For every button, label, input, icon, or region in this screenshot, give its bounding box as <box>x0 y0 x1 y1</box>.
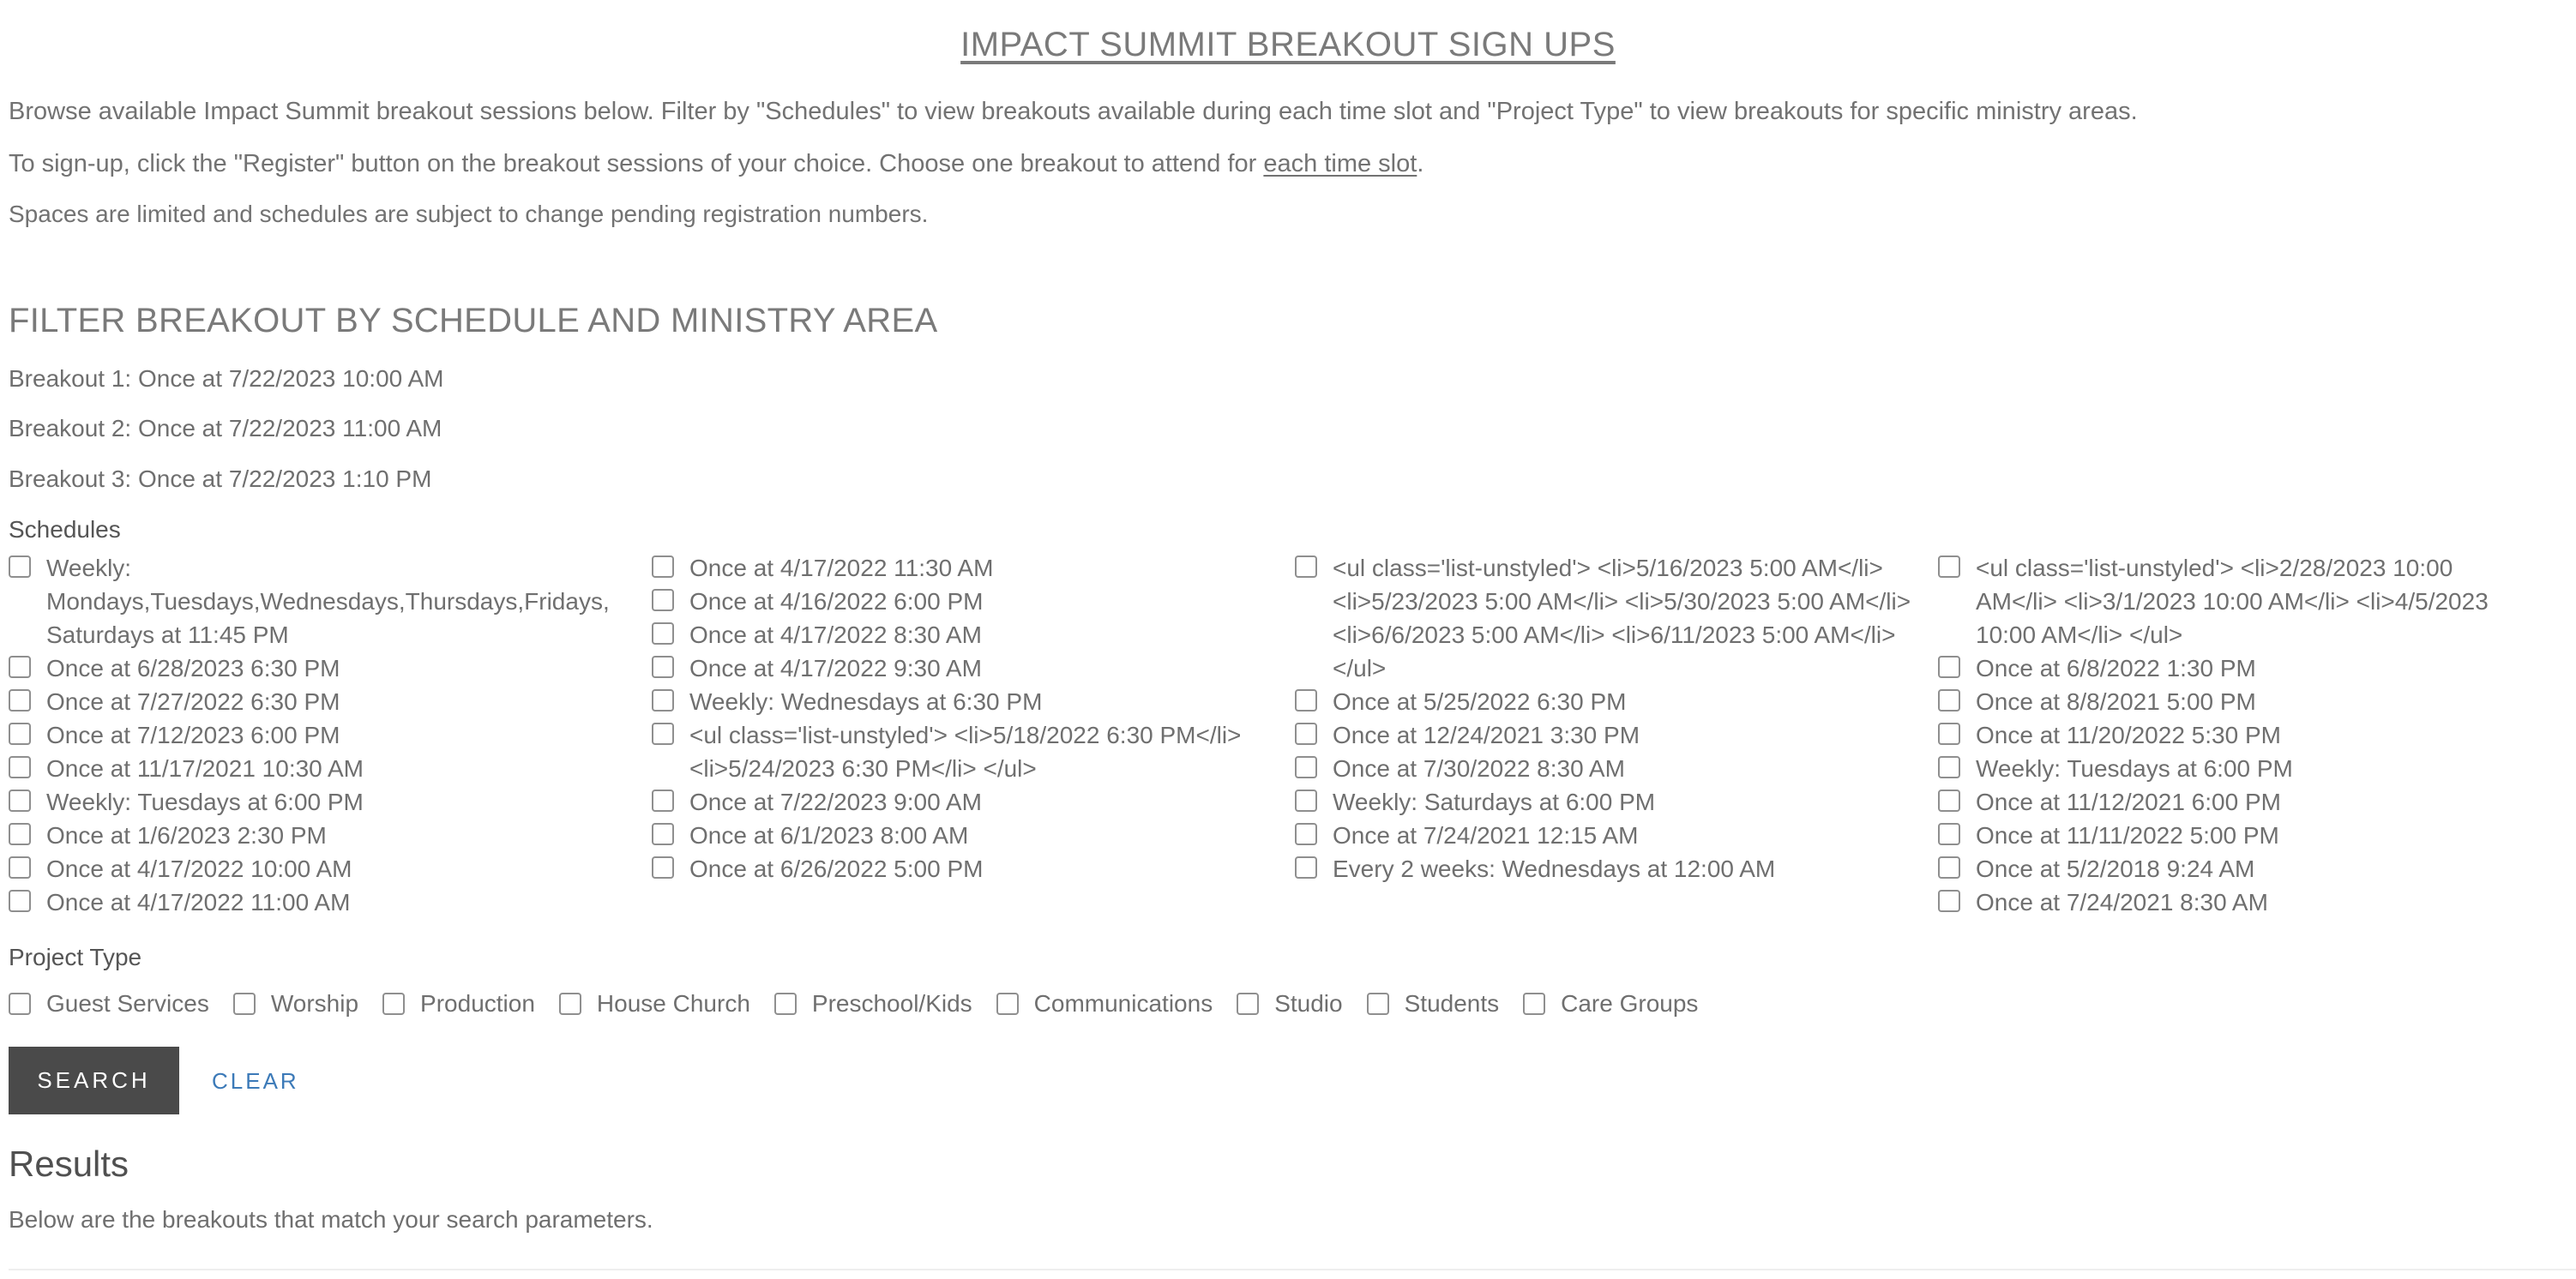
schedules-label: Schedules <box>9 516 121 543</box>
schedule-option[interactable] <box>1295 685 1938 718</box>
project-type-option[interactable] <box>382 990 535 1018</box>
schedule-option-label: Once at 4/17/2022 10:00 AM <box>46 856 352 882</box>
schedule-option-label: <ul class='list-unstyled'> <li>5/18/2022 6:30 PM</li> <li>5/24/2023 6:30 PM</li> </ul> <box>689 722 1242 782</box>
project-type-checkbox[interactable] <box>1367 993 1389 1015</box>
schedule-checkbox[interactable] <box>1938 656 1960 678</box>
project-type-label-text: Students <box>1404 990 1500 1017</box>
project-type-label: Project Type <box>9 944 142 970</box>
schedule-option-label: Once at 11/17/2021 10:30 AM <box>46 755 364 782</box>
intro-paragraph-limits: Spaces are limited and schedules are subject to change pending registration numbers. <box>9 201 929 227</box>
schedule-option[interactable] <box>9 852 652 886</box>
schedule-checkbox[interactable] <box>1295 756 1317 778</box>
schedule-checkbox[interactable] <box>652 589 674 611</box>
schedule-checkbox[interactable] <box>9 555 31 578</box>
schedule-option[interactable] <box>1938 752 2547 785</box>
breakout-2-time: Breakout 2: Once at 7/22/2023 11:00 AM <box>9 415 442 441</box>
schedule-checkbox[interactable] <box>1938 555 1960 578</box>
schedule-checkbox[interactable] <box>652 622 674 645</box>
project-type-option[interactable] <box>996 990 1213 1018</box>
project-type-option[interactable] <box>1523 990 1698 1018</box>
project-type-checkbox[interactable] <box>1237 993 1259 1015</box>
schedule-option[interactable] <box>1938 785 2547 819</box>
signup-period: . <box>1417 150 1424 177</box>
schedule-option[interactable] <box>9 652 652 685</box>
schedule-option-label: Once at 6/1/2023 8:00 AM <box>689 822 969 849</box>
project-type-label-text: Studio <box>1274 990 1343 1017</box>
schedule-checkbox[interactable] <box>652 823 674 845</box>
schedule-option-label: Once at 4/17/2022 8:30 AM <box>689 621 982 648</box>
signup-text: To sign-up, click the "Register" button on the breakout sessions of your choice. Choose one breakout to attend for <box>9 150 1264 177</box>
schedule-checkbox[interactable] <box>1295 856 1317 879</box>
schedule-checkbox[interactable] <box>1938 689 1960 712</box>
schedule-option-label: Once at 7/30/2022 8:30 AM <box>1333 755 1625 782</box>
schedule-option[interactable] <box>652 718 1295 785</box>
schedule-option-label: Weekly: Saturdays at 6:00 PM <box>1333 789 1656 815</box>
schedule-option[interactable] <box>652 685 1295 718</box>
project-type-label-text: Worship <box>270 990 359 1017</box>
project-type-label-text: Preschool/Kids <box>811 990 972 1017</box>
schedule-option[interactable] <box>9 551 652 652</box>
project-type-option[interactable] <box>774 990 972 1018</box>
schedule-option[interactable] <box>9 752 652 785</box>
schedule-option[interactable] <box>9 886 652 919</box>
schedule-option-label: Once at 5/25/2022 6:30 PM <box>1333 688 1627 715</box>
schedule-option-label: Once at 11/11/2022 5:00 PM <box>1976 822 2279 849</box>
schedule-option[interactable] <box>9 685 652 718</box>
page-title: IMPACT SUMMIT BREAKOUT SIGN UPS <box>960 26 1616 63</box>
schedule-option[interactable] <box>652 819 1295 852</box>
schedule-option-label: Once at 11/20/2022 5:30 PM <box>1976 722 2281 748</box>
schedule-checkbox[interactable] <box>1295 823 1317 845</box>
schedule-checkbox[interactable] <box>9 756 31 778</box>
schedule-option[interactable] <box>1938 652 2547 685</box>
project-type-option[interactable] <box>9 990 209 1018</box>
schedule-option[interactable] <box>1295 819 1938 852</box>
schedule-checkbox[interactable] <box>1938 890 1960 912</box>
schedule-option[interactable] <box>652 785 1295 819</box>
breakout-1-time: Breakout 1: Once at 7/22/2023 10:00 AM <box>9 365 444 392</box>
schedule-checkbox[interactable] <box>9 823 31 845</box>
schedule-checkbox[interactable] <box>652 555 674 578</box>
project-type-checkbox-row <box>9 990 1722 1018</box>
schedule-option[interactable] <box>1938 551 2547 652</box>
schedule-option-label: Once at 7/12/2023 6:00 PM <box>46 722 340 748</box>
schedule-option-label: Once at 4/16/2022 6:00 PM <box>689 588 984 615</box>
schedule-checkbox[interactable] <box>1295 723 1317 745</box>
project-type-checkbox[interactable] <box>1523 993 1545 1015</box>
schedule-checkbox[interactable] <box>652 689 674 712</box>
schedule-option[interactable] <box>1938 819 2547 852</box>
schedule-checkbox[interactable] <box>652 856 674 879</box>
breakout-3-time: Breakout 3: Once at 7/22/2023 1:10 PM <box>9 465 432 492</box>
schedule-checkbox[interactable] <box>1938 823 1960 845</box>
schedule-option[interactable] <box>1295 752 1938 785</box>
schedule-checkbox[interactable] <box>9 856 31 879</box>
schedule-option-label: Once at 6/28/2023 6:30 PM <box>46 655 340 682</box>
schedule-column <box>9 551 652 919</box>
clear-link[interactable]: CLEAR <box>212 1068 299 1094</box>
results-divider <box>9 1269 2576 1270</box>
schedule-checkbox[interactable] <box>1938 790 1960 812</box>
schedule-option[interactable] <box>1938 852 2547 886</box>
schedule-option[interactable] <box>1295 551 1938 685</box>
schedule-option[interactable] <box>1938 718 2547 752</box>
schedule-checkbox[interactable] <box>1295 689 1317 712</box>
schedule-option[interactable] <box>652 551 1295 585</box>
schedule-option[interactable] <box>652 585 1295 618</box>
schedule-checkbox[interactable] <box>9 790 31 812</box>
results-description: Below are the breakouts that match your search parameters. <box>9 1206 653 1233</box>
schedule-option-label: Once at 7/27/2022 6:30 PM <box>46 688 340 715</box>
schedule-option[interactable] <box>1295 718 1938 752</box>
schedule-checkbox[interactable] <box>1938 723 1960 745</box>
project-type-option[interactable] <box>233 990 358 1018</box>
schedule-checkbox[interactable] <box>9 890 31 912</box>
schedule-checkbox[interactable] <box>9 723 31 745</box>
project-type-checkbox[interactable] <box>9 993 31 1015</box>
schedule-option-label: Once at 7/24/2021 8:30 AM <box>1976 889 2268 916</box>
schedule-option[interactable] <box>1295 785 1938 819</box>
schedule-option[interactable] <box>9 718 652 752</box>
schedule-option-label: Once at 12/24/2021 3:30 PM <box>1333 722 1640 748</box>
project-type-label-text: Guest Services <box>46 990 209 1017</box>
project-type-label-text: Communications <box>1033 990 1213 1017</box>
project-type-checkbox[interactable] <box>774 993 797 1015</box>
schedule-option[interactable] <box>652 852 1295 886</box>
schedule-option-label: Every 2 weeks: Wednesdays at 12:00 AM <box>1333 856 1776 882</box>
schedule-checkbox[interactable] <box>652 790 674 812</box>
schedule-option-label: Once at 6/8/2022 1:30 PM <box>1976 655 2256 682</box>
schedule-checkbox[interactable] <box>1295 555 1317 578</box>
schedule-option[interactable] <box>652 618 1295 652</box>
project-type-checkbox[interactable] <box>559 993 581 1015</box>
project-type-label-text: House Church <box>596 990 750 1017</box>
intro-paragraph-signup <box>9 150 1423 178</box>
project-type-checkbox[interactable] <box>233 993 256 1015</box>
schedule-option[interactable] <box>1295 852 1938 886</box>
schedule-option-label: Once at 11/12/2021 6:00 PM <box>1976 789 2281 815</box>
schedule-checkbox[interactable] <box>1938 856 1960 879</box>
schedule-option-label: Once at 1/6/2023 2:30 PM <box>46 822 327 849</box>
search-button[interactable]: SEARCH <box>9 1047 179 1114</box>
schedule-checkbox[interactable] <box>1938 756 1960 778</box>
schedule-option[interactable] <box>9 785 652 819</box>
schedule-option-label: Once at 4/17/2022 11:00 AM <box>46 889 351 916</box>
schedules-checkbox-grid <box>9 551 2547 919</box>
project-type-option[interactable] <box>1367 990 1500 1018</box>
schedule-checkbox[interactable] <box>652 723 674 745</box>
schedule-checkbox[interactable] <box>9 656 31 678</box>
schedule-checkbox[interactable] <box>9 689 31 712</box>
schedule-column <box>1295 551 1938 919</box>
schedule-option-label: Once at 5/2/2018 9:24 AM <box>1976 856 2255 882</box>
schedule-option-label: Once at 4/17/2022 11:30 AM <box>689 555 994 581</box>
intro-paragraph-browse: Browse available Impact Summit breakout sessions below. Filter by "Schedules" to view breakouts available during each time slot and "Project Type" to view breakouts for specific ministry areas. <box>9 98 2138 125</box>
project-type-checkbox[interactable] <box>382 993 405 1015</box>
project-type-label-text: Care Groups <box>1561 990 1699 1017</box>
schedule-column <box>1938 551 2547 919</box>
each-time-slot-emphasis: each time slot <box>1263 150 1417 177</box>
schedule-option-label: Weekly: Tuesdays at 6:00 PM <box>46 789 364 815</box>
schedule-option-label: <ul class='list-unstyled'> <li>2/28/2023 10:00 AM</li> <li>3/1/2023 10:00 AM</li> <li>4/5/2023 10:00 AM</li> </ul> <box>1976 555 2489 648</box>
project-type-option[interactable] <box>1237 990 1342 1018</box>
filter-heading: FILTER BREAKOUT BY SCHEDULE AND MINISTRY AREA <box>9 302 938 339</box>
schedule-column <box>652 551 1295 919</box>
project-type-option[interactable] <box>559 990 750 1018</box>
schedule-option[interactable] <box>1938 886 2547 919</box>
schedule-option[interactable] <box>652 652 1295 685</box>
schedule-option-label: Weekly: Tuesdays at 6:00 PM <box>1976 755 2293 782</box>
schedule-option-label: Weekly: Mondays,Tuesdays,Wednesdays,Thursdays,Fridays, Saturdays at 11:45 PM <box>46 555 610 648</box>
schedule-option-label: Weekly: Wednesdays at 6:30 PM <box>689 688 1043 715</box>
schedule-option-label: Once at 7/24/2021 12:15 AM <box>1333 822 1639 849</box>
schedule-option-label: <ul class='list-unstyled'> <li>5/16/2023 5:00 AM</li> <li>5/23/2023 5:00 AM</li> <li>5/30/2023 5:00 AM</li> <li>6/6/2023 5:00 AM</li> <li>6/11/2023 5:00 AM</li> </ul> <box>1333 555 1911 682</box>
schedule-checkbox[interactable] <box>652 656 674 678</box>
schedule-checkbox[interactable] <box>1295 790 1317 812</box>
project-type-checkbox[interactable] <box>996 993 1019 1015</box>
project-type-label-text: Production <box>420 990 535 1017</box>
schedule-option-label: Once at 8/8/2021 5:00 PM <box>1976 688 2256 715</box>
schedule-option-label: Once at 6/26/2022 5:00 PM <box>689 856 984 882</box>
schedule-option[interactable] <box>9 819 652 852</box>
results-heading: Results <box>9 1144 129 1184</box>
schedule-option[interactable] <box>1938 685 2547 718</box>
schedule-option-label: Once at 4/17/2022 9:30 AM <box>689 655 982 682</box>
schedule-option-label: Once at 7/22/2023 9:00 AM <box>689 789 982 815</box>
